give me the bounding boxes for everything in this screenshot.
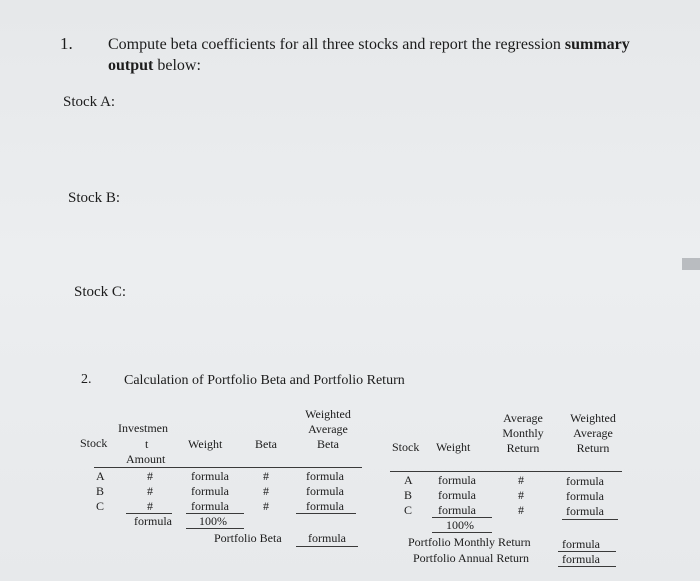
portfolio-annual-return-label: Portfolio Annual Return (413, 551, 529, 565)
left-header-divider (94, 467, 362, 468)
right-row-a-stock: A (404, 473, 413, 487)
left-total-amount: formula (134, 514, 172, 528)
question-2-title: Calculation of Portfolio Beta and Portfolio Return (124, 373, 405, 388)
right-header-amr-2: Monthly (502, 426, 544, 440)
left-header-investment-1: Investmen (118, 421, 168, 435)
question-1-line2: below: (157, 57, 201, 74)
left-row-c-stock: C (96, 499, 105, 513)
right-header-war-1: Weighted (570, 411, 616, 425)
right-total-weight: 100% (446, 518, 474, 532)
left-row-a-stock: A (96, 469, 105, 483)
right-header-amr-3: Return (506, 441, 540, 455)
right-row-a-weight: formula (438, 473, 476, 487)
left-header-weight: Weight (188, 437, 223, 451)
left-row-c-amount: # (147, 499, 153, 513)
left-header-wab-2: Average (308, 422, 348, 436)
right-row-b-war: formula (566, 489, 604, 503)
left-header-wab-3: Beta (317, 437, 339, 451)
right-row-a-war: formula (566, 474, 604, 488)
stock-b-label: Stock B: (68, 190, 121, 206)
left-row-a-beta: # (263, 469, 269, 483)
left-row-b-weight: formula (191, 484, 229, 498)
right-row-c-weight: formula (438, 503, 476, 517)
left-header-beta: Beta (255, 437, 277, 451)
portfolio-beta-underline (296, 546, 358, 547)
question-1-text (108, 34, 630, 76)
question-1-line1: Compute beta coefficients for all three stocks and report the regression (108, 36, 561, 53)
left-header-wab-1: Weighted (305, 407, 351, 421)
scrollbar-thumb[interactable] (682, 258, 700, 270)
portfolio-annual-return-value: formula (562, 552, 600, 566)
right-row-c-stock: C (404, 503, 413, 517)
left-header-investment-2: t (145, 437, 149, 451)
left-row-b-stock: B (96, 484, 105, 498)
right-row-b-weight: formula (438, 488, 476, 502)
portfolio-beta-value: formula (308, 531, 346, 545)
left-row-c-weight: formula (191, 499, 229, 513)
left-row-c-beta: # (263, 499, 269, 513)
left-header-investment-3: Amount (126, 452, 166, 466)
right-header-divider (390, 471, 622, 472)
question-1-bold-summary: summary (564, 36, 630, 53)
portfolio-monthly-return-value: formula (562, 537, 600, 551)
right-header-war-2: Average (573, 426, 613, 440)
portfolio-beta-label: Portfolio Beta (214, 531, 282, 545)
right-header-amr-1: Average (503, 411, 543, 425)
left-row-b-amount: # (147, 484, 153, 498)
left-total-weight: 100% (199, 514, 227, 528)
left-row-a-amount: # (147, 469, 153, 483)
question-1-number: 1. (60, 34, 73, 53)
question-2-number: 2. (81, 372, 92, 387)
portfolio-monthly-return-label: Portfolio Monthly Return (408, 535, 531, 549)
right-war-total-line (562, 519, 618, 520)
question-1-bold-output: output (108, 57, 154, 74)
right-row-b-stock: B (404, 488, 413, 502)
left-row-b-wab: formula (306, 484, 344, 498)
left-row-a-wab: formula (306, 469, 344, 483)
stock-a-label: Stock A: (63, 94, 116, 110)
left-row-b-beta: # (263, 484, 269, 498)
right-row-c-war: formula (566, 504, 604, 518)
left-row-a-weight: formula (191, 469, 229, 483)
right-header-weight: Weight (436, 440, 471, 454)
portfolio-annual-underline (558, 566, 616, 567)
right-row-a-amr: # (518, 473, 524, 487)
right-header-stock: Stock (392, 440, 420, 454)
right-header-war-3: Return (576, 441, 610, 455)
right-weight-double-line (432, 532, 492, 533)
right-row-b-amr: # (518, 488, 524, 502)
left-header-stock: Stock (80, 436, 108, 450)
left-wab-total-line (296, 513, 356, 514)
left-weight-double-line (186, 528, 244, 529)
left-row-c-wab: formula (306, 499, 344, 513)
right-row-c-amr: # (518, 503, 524, 517)
stock-c-label: Stock C: (74, 284, 127, 300)
